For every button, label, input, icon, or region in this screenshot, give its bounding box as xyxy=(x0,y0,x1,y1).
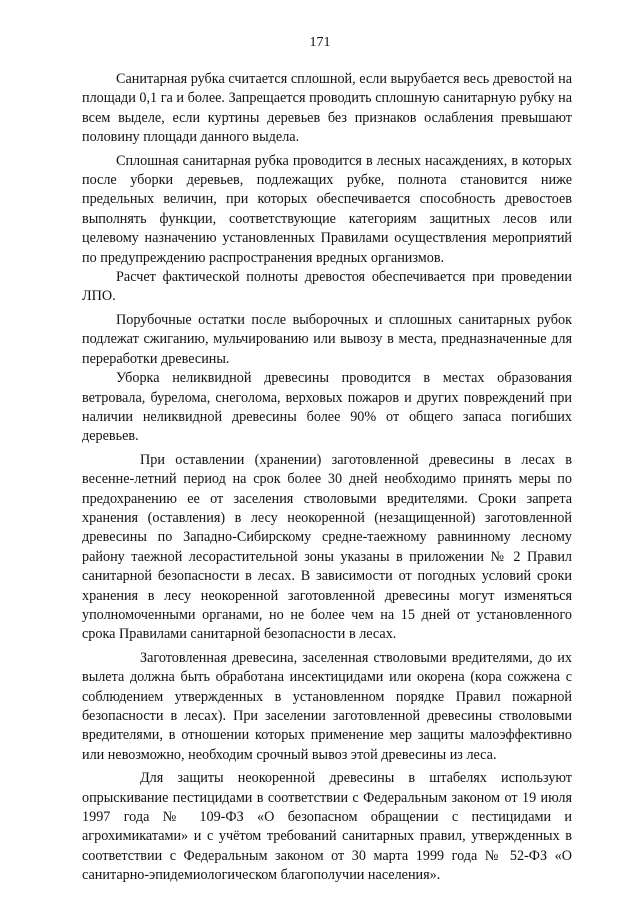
paragraph-pesticide-protection: Для защиты неокоренной древесины в штабелях используют опрыскивание пестицидами в соответствии с Федеральным законом от 19 июля 1997 года № 109-ФЗ «О безопасном обращении с пестицидами и агрохимикатами» и с учётом требований санитарных правил, утвержденных в соответствии с Федеральным законом от 30 марта 1999 года № 52-ФЗ «О санитарно-эпидемиологическом благополучии населения». xyxy=(82,770,572,884)
document-body xyxy=(82,70,572,886)
paragraph-infested-wood: Заготовленная древесина, заселенная стволовыми вредителями, до их вылета должна быть обработана инсектицидами или окорена (кора сожжена с соблюдением утвержденных в установленном порядке Правил пожарной безопасности в лесах). При заселении заготовленной древесины стволовыми вредителями, в отношении которых применение мер защиты малоэффективно или невозможно, необходим срочный вывоз этой древесины из леса. xyxy=(82,649,572,763)
paragraph-sanitary-clearcut-definition: Санитарная рубка считается сплошной, если вырубается весь древостой на площади 0,1 га и более. Запрещается проводить сплошную санитарную рубку на всем выделе, если куртины деревьев без признаков ослабления превышают половину площади данного выдела. xyxy=(82,71,572,146)
paragraph-wood-storage: При оставлении (хранении) заготовленной древесины в лесах в весенне-летний период на срок более 30 дней необходимо принять меры по предохранению ее от заселения стволовыми вредителями. Сроки запрета хранения (оставления) в лесу неокоренной (незащищенной) заготовленной древесины по Западно-Сибирскому средне-таежному равнинному лесному району таежной лесорастительной зоны указаны в приложении № 2 Правил санитарной безопасности в лесах. В зависимости от погодных условий сроки хранения в лесу неокоренной заготовленной древесины могут изменяться уполномоченными органами, но не более чем на 15 дней от установленного срока Правилами санитарной безопасности в лесах. xyxy=(82,451,572,643)
paragraph-logging-residues: Порубочные остатки после выборочных и сплошных санитарных рубок подлежат сжиганию, мульчированию или вывозу в места, предназначенные для переработки древесины. xyxy=(82,311,572,367)
page-number: 171 xyxy=(309,35,331,50)
paragraph-density-calculation: Расчет фактической полноты древостоя обеспечивается при проведении ЛПО. xyxy=(82,269,572,305)
paragraph-unmarketable-wood: Уборка неликвидной древесины проводится в местах образования ветровала, бурелома, снеголома, верховых пожаров и других повреждений при наличии неликвидной древесины более 90% от общего запаса погибших деревьев. xyxy=(82,370,572,445)
paragraph-clearcut-conditions: Сплошная санитарная рубка проводится в лесных насаждениях, в которых после уборки деревьев, подлежащих рубке, полнота становится ниже предельных величин, при которых обеспечивается способность древостоев выполнять функции, соответствующие категориям защитных лесов или целевому назначению установленных Правилами осуществления мероприятий по предупреждению распространения вредных организмов. xyxy=(82,152,572,266)
